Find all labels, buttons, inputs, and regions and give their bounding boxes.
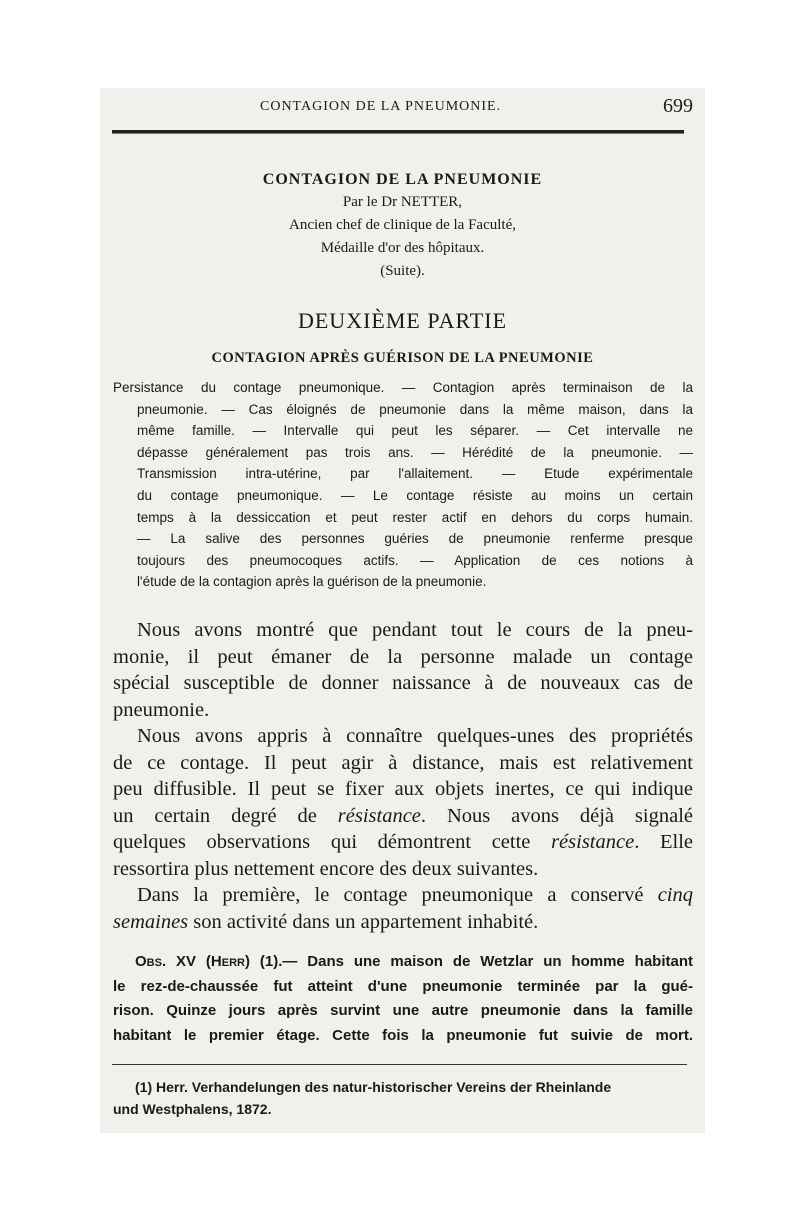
observation-text: — Dans une maison de Wetzlar un homme habitant (282, 953, 693, 970)
body-line: Dans la première, le contage pneumonique a conservé cinq (137, 884, 693, 906)
body-line: monie, il peut émaner de la personne malade un contage (113, 645, 693, 668)
part-title: DEUXIÈME PARTIE (297, 308, 508, 333)
summary-line: toujours des pneumocoques actifs. — Application de ces notions à (137, 552, 693, 568)
header-rule (112, 130, 684, 134)
body-line: quelques observations qui démontrent cette résistance. Elle (113, 831, 693, 853)
body-line: semaines son activité dans un appartement inhabité. (113, 910, 539, 933)
summary-line: dépasse généralement pas trois ans. — Hérédité de la pneumonie. — (137, 444, 693, 460)
author-affiliation: Ancien chef de clinique de la Faculté, (289, 217, 516, 233)
summary-line: du contage pneumonique. — Le contage résiste au moins un certain (137, 487, 693, 503)
body-line: spécial susceptible de donner naissance à de nouveaux cas de (113, 672, 693, 694)
observation-line: le rez-de-chaussée fut atteint d'une pneumonie terminée par la gué- (113, 977, 693, 995)
article-continuation: (Suite). (380, 263, 425, 279)
body-line: un certain degré de résistance. Nous avons déjà signalé (113, 804, 693, 827)
article-title: CONTAGION DE LA PNEUMONIE (262, 171, 543, 188)
summary-line: l'étude de la contagion après la guérison de la pneumonie. (137, 574, 487, 590)
summary-line: même famille. — Intervalle qui peut les séparer. — Cet intervalle ne (137, 423, 693, 439)
part-subtitle: CONTAGION APRÈS GUÉRISON DE LA PNEUMONIE (211, 350, 594, 366)
running-title: CONTAGION DE LA PNEUMONIE. (260, 99, 502, 114)
observation-label: Obs. XV (Herr) (1). (135, 953, 283, 970)
body-text (113, 617, 693, 935)
article-header (110, 168, 695, 283)
summary-line: temps à la dessiccation et peut rester actif en dehors du corps humain. (137, 509, 693, 525)
summary-line: Transmission intra-utérine, par l'allaitement. — Etude expérimentale (137, 466, 693, 482)
footnote-line: und Westphalens, 1872. (113, 1101, 272, 1117)
article-author: Par le Dr NETTER, (342, 194, 463, 210)
observation-line: habitant le premier étage. Cette fois la pneumonie fut suivie de mort. (113, 1026, 693, 1044)
body-line: pneumonie. (113, 698, 210, 721)
body-line: Nous avons appris à connaître quelques-unes des propriétés (137, 725, 693, 747)
running-head (110, 95, 695, 125)
observation-xv (113, 950, 693, 1048)
chapter-summary (113, 377, 693, 593)
author-distinction: Médaille d'or des hôpitaux. (320, 240, 485, 256)
observation-line: rison. Quinze jours après survint une autre pneumonie dans la famille (113, 1002, 693, 1019)
summary-line: Persistance du contage pneumonique. — Contagion après terminaison de la (113, 380, 693, 395)
footnote (113, 1076, 693, 1120)
footnote-rule (112, 1064, 687, 1065)
observation-line (113, 950, 693, 975)
summary-line: — La salive des personnes guéries de pneumonie renferme presque (137, 531, 693, 547)
body-line: Nous avons montré que pendant tout le cours de la pneu- (137, 619, 693, 641)
page-number: 699 (663, 95, 693, 117)
body-line: peu diffusible. Il peut se fixer aux objets inertes, ce qui indique (113, 778, 693, 800)
footnote-line: (1) Herr. Verhandelungen des natur-historischer Vereins der Rheinlande (135, 1079, 612, 1095)
summary-line: pneumonie. — Cas éloignés de pneumonie dans la même maison, dans la (137, 401, 693, 417)
body-line: ressortira plus nettement encore des deux suivantes. (113, 857, 539, 880)
body-line: de ce contage. Il peut agir à distance, mais est relativement (113, 751, 693, 774)
